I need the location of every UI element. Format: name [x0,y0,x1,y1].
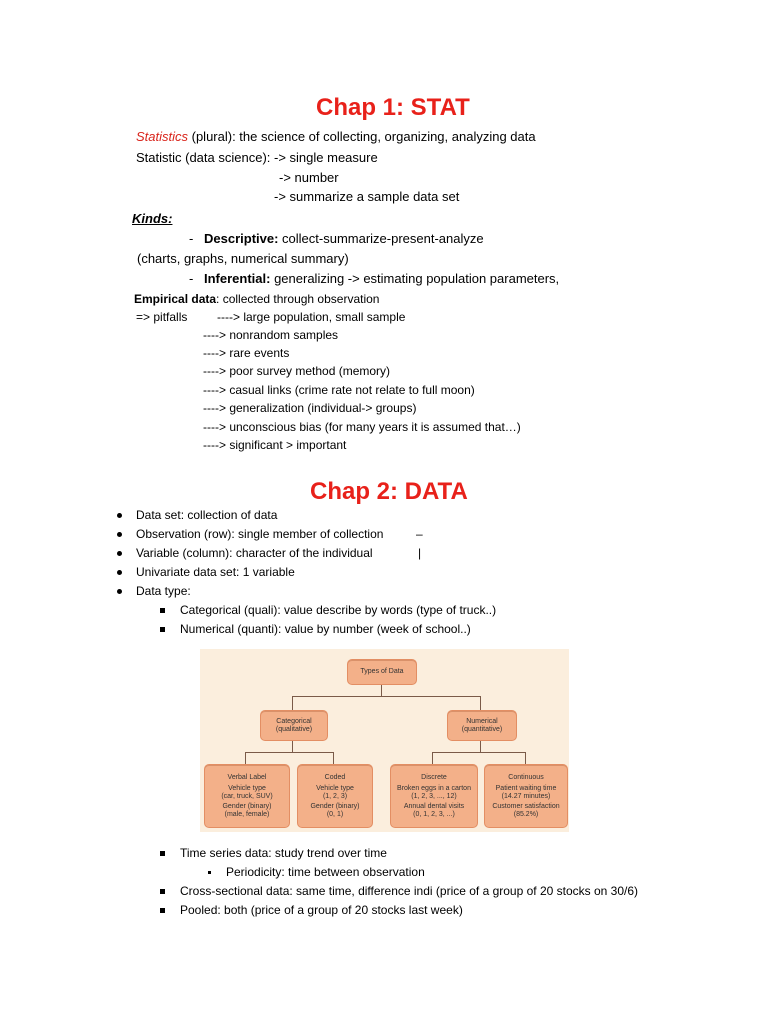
bullet-icon [117,513,122,518]
connector [333,752,334,764]
leaf-title: Verbal Label [227,773,267,781]
later-item: Time series data: study trend over time [180,846,387,860]
leaf-example: Gender (binary) [310,802,360,810]
numerical-sub: (quantitative) [461,725,503,733]
descriptive-line [204,231,484,247]
leaf-values: (0, 1, 2, 3, ...) [413,810,455,818]
column-mark: | [418,546,422,560]
leaf-example: Customer satisfaction [492,802,560,810]
empirical-line [134,291,379,307]
leaf-example: Patient waiting time [495,784,557,792]
leaf-example: Gender (binary) [222,802,272,810]
connector [432,752,433,764]
statistics-term: Statistics [136,129,189,144]
connector [292,696,480,697]
square-bullet-icon [160,627,165,632]
diagram-root-label: Types of Data [360,668,404,675]
inferential-line [204,271,559,287]
categorical-box [260,710,328,741]
leaf-title: Discrete [421,773,447,781]
statistics-def-text: (plural): the science of collecting, organizing, analyzing data [188,129,536,144]
small-bullet-icon [208,871,211,874]
descriptive-text: collect-summarize-present-analyze [278,231,484,246]
leaf-values: (car, truck, SUV) [221,792,273,800]
statistic-line: Statistic (data science): -> single measure [136,150,378,165]
square-bullet-icon [160,889,165,894]
numerical-box [447,710,517,741]
leaf-values: (14.27 minutes) [501,792,551,800]
pitfall-item: ----> poor survey method (memory) [203,364,391,378]
row-mark: – [416,527,423,541]
pitfall-item: ----> significant > important [203,438,347,452]
connector [432,752,525,753]
bullet-icon [117,532,122,537]
connector [292,741,293,752]
categorical-sub: (qualitative) [275,725,313,733]
leaf-values: (0, 1) [326,810,344,818]
square-bullet-icon [160,608,165,613]
pitfalls-label: => pitfalls [136,310,188,324]
leaf-example: Annual dental visits [403,802,465,810]
connector [381,685,382,696]
bullet-icon [117,589,122,594]
subtype-item: Categorical (quali): value describe by words (type of truck..) [180,603,497,617]
empirical-text: : collected through observation [216,292,380,306]
bullet-icon [117,570,122,575]
inferential-label: Inferential: [204,271,271,286]
diagram-root-box [347,659,417,685]
leaf-title: Coded [324,773,346,781]
dash-inferential: - [189,271,194,286]
types-of-data-diagram [200,649,569,832]
subtype-item: Numerical (quanti): value by number (week of school..) [180,622,471,636]
categorical-label: Categorical [276,717,312,725]
descriptive-note: (charts, graphs, numerical summary) [137,251,349,266]
connector [525,752,526,764]
periodicity-item: Periodicity: time between observation [226,865,425,879]
leaf-box-verbal [204,764,290,828]
leaf-example: Broken eggs in a carton [397,784,471,792]
bullet-item: Variable (column): character of the individual [136,546,373,560]
leaf-values: (male, female) [224,810,270,818]
connector [245,752,333,753]
connector [245,752,246,764]
leaf-box-discrete [390,764,478,828]
descriptive-label: Descriptive: [204,231,279,246]
square-bullet-icon [160,908,165,913]
statistics-definition [136,129,536,145]
dash-descriptive: - [189,231,194,246]
bullet-item: Observation (row): single member of collection [136,527,384,541]
pitfall-item: ----> rare events [203,346,290,360]
bullet-item: Data type: [136,584,191,598]
bullet-item: Data set: collection of data [136,508,278,522]
leaf-title: Continuous [508,773,544,781]
empirical-label: Empirical data [134,292,217,306]
connector [480,741,481,752]
number-line: -> number [279,170,339,185]
inferential-text: generalizing -> estimating population parameters, [270,271,560,286]
square-bullet-icon [160,851,165,856]
pitfall-item: ----> nonrandom samples [203,328,339,342]
leaf-box-coded [297,764,373,828]
kinds-label: Kinds: [132,211,173,226]
later-item: Cross-sectional data: same time, difference indi (price of a group of 20 stocks on 30/6) [180,884,639,898]
chap1-title: Chap 1: STAT [316,94,470,121]
leaf-example: Vehicle type [228,784,266,792]
chap2-title: Chap 2: DATA [310,478,468,505]
leaf-example: Vehicle type [316,784,354,792]
connector [480,696,481,710]
leaf-values: (1, 2, 3) [322,792,348,800]
numerical-label: Numerical [466,717,498,725]
leaf-values: (85.2%) [513,810,539,818]
summarize-line: -> summarize a sample data set [274,189,460,204]
leaf-values: (1, 2, 3, ..., 12) [411,792,457,800]
pitfall-item: ----> large population, small sample [217,310,406,324]
pitfall-item: ----> generalization (individual-> groups) [203,401,417,415]
connector [292,696,293,710]
bullet-icon [117,551,122,556]
leaf-box-continuous [484,764,568,828]
later-item: Pooled: both (price of a group of 20 stocks last week) [180,903,463,917]
pitfall-item: ----> unconscious bias (for many years it is assumed that…) [203,420,521,434]
pitfall-item: ----> casual links (crime rate not relate to full moon) [203,383,475,397]
bullet-item: Univariate data set: 1 variable [136,565,295,579]
